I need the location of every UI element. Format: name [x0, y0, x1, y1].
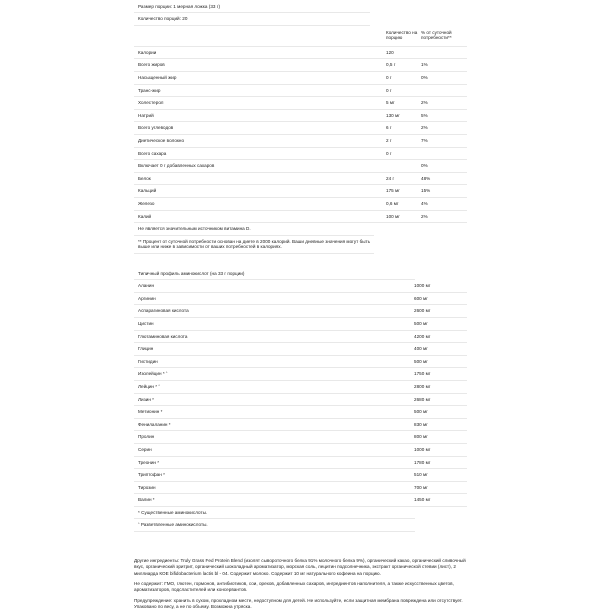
nutrient-label: Насыщенный жир — [138, 74, 177, 80]
amino-value: 500 мг — [414, 321, 428, 327]
amino-value: 510 мг — [414, 472, 428, 478]
amino-label: Серин — [138, 446, 152, 452]
amino-label: Валин * — [138, 497, 155, 503]
amino-value: 1000 мг — [414, 283, 431, 289]
amino-acid-table — [134, 280, 467, 507]
table-row — [134, 85, 467, 98]
nutrient-percent: 15% — [421, 188, 431, 194]
nutrient-label: Всего сахара — [138, 150, 167, 156]
amino-label: Тирозин — [138, 484, 156, 490]
other-ingredients-text: Другие ингредиенты: Truly Grass Fed Protein Blend (изолят сывороточного белка 91% молочного белка 9%), органический какао, органический сливочный вкус, органический эритрит, органический шоколадный ароматизатор, морская соль, лецитин подсолнечника, экстракт органической стевии (лист), 2 миллиарда КОЕ bifidobacterium lactis bl - 04. Содержит молоко. Содержит 10 мг натурального кофеина на порцию. — [134, 557, 466, 576]
nutrient-label: Железо — [138, 200, 155, 206]
amino-label: Глютаминовая кислота — [138, 333, 188, 339]
table-row — [134, 482, 467, 495]
table-row — [134, 394, 467, 407]
table-row — [134, 173, 467, 186]
nutrient-percent: 2% — [421, 213, 428, 219]
amino-label: Лизин * — [138, 396, 154, 402]
table-row — [134, 185, 467, 198]
amino-label: Треонин * — [138, 459, 160, 465]
other-ingredients-paragraph — [134, 558, 467, 577]
warning-text: Предупреждение: хранить в сухом, прохладном месте, недоступном для детей. Не используйте, если защитная мембрана повреждена или отсутствует. Упаковано по весу, а не по объему. Возможна утряска. — [134, 597, 463, 610]
nutrient-amount: 0 г — [386, 87, 392, 93]
nutrient-percent: 1% — [421, 62, 428, 68]
table-row — [134, 356, 467, 369]
daily-value-note-text: ** Процент от суточной потребности основан на диете в 2000 калорий. Ваши дневные значения могут быть выше или ниже в зависимости от ваших потребностей в калориях. — [138, 238, 371, 250]
percent-column-header: % от суточной потребности** — [421, 29, 452, 41]
supplement-facts-document — [134, 0, 467, 611]
amino-label: Пролин — [138, 434, 155, 440]
amino-value: 4200 мг — [414, 333, 431, 339]
table-row — [134, 457, 467, 470]
table-row — [134, 431, 467, 444]
nutrient-percent: 7% — [421, 137, 428, 143]
table-row — [134, 368, 467, 381]
amino-profile-title-row — [134, 268, 415, 280]
amino-label: Изолейцин * ˆ — [138, 371, 168, 377]
amount-column-header: Количество на порцию — [386, 29, 418, 41]
nutrient-label: Холестерол — [138, 100, 164, 106]
serving-size-row — [134, 1, 370, 13]
nutrient-percent: 48% — [421, 175, 431, 181]
amino-value: 1450 мг — [414, 497, 431, 503]
nutrient-amount: 6 г — [386, 125, 392, 131]
servings-per-container-row — [134, 13, 370, 25]
nutrient-amount: 175 мг — [386, 188, 400, 194]
amino-label: Лейцин * ˆ — [138, 384, 160, 390]
nutrient-amount: 0 г — [386, 150, 392, 156]
table-row — [134, 381, 467, 394]
table-row — [134, 211, 467, 224]
table-row — [134, 280, 467, 293]
table-row — [134, 110, 467, 123]
amino-value: 2600 мг — [414, 308, 431, 314]
table-row — [134, 331, 467, 344]
table-row — [134, 318, 467, 331]
nutrient-label: Всего углеводов — [138, 125, 174, 131]
nutrient-amount: 0,5 г — [386, 62, 396, 68]
amino-label: Глицин — [138, 346, 154, 352]
nutrition-table — [134, 47, 467, 223]
amino-label: Триптофан * — [138, 472, 165, 478]
nutrient-label: Белок — [138, 175, 151, 181]
amino-value: 1750 мг — [414, 371, 431, 377]
essential-amino-footnote-text: * Существенные аминокислоты. — [138, 509, 208, 515]
nutrient-label: Диетическое волокно — [138, 137, 185, 143]
vitamin-d-note-text: Не является значительным источником витамина D. — [138, 226, 251, 232]
amino-value: 600 мг — [414, 295, 428, 301]
amino-label: Гистидин — [138, 358, 158, 364]
nutrient-label: Калий — [138, 213, 152, 219]
amino-value: 2680 мг — [414, 396, 431, 402]
nutrient-amount: 0 г — [386, 74, 392, 80]
amino-label: Аргинин — [138, 295, 156, 301]
table-row — [134, 469, 467, 482]
table-row — [134, 59, 467, 72]
nutrient-amount: 0,6 мг — [386, 200, 399, 206]
amino-profile-title: Типичный профиль аминокислот (на 33 г порции) — [138, 270, 245, 276]
does-not-contain-paragraph — [134, 581, 467, 594]
does-not-contain-text: Не содержит: ГМО, глютен, гормонов, антибиотиков, сои, орехов, добавленных сахаров, ингредиентов наполнителя, а также искусственных цветов, ароматизаторов, подсластителей или консервантов. — [134, 580, 454, 593]
amino-label: Аланин — [138, 283, 155, 289]
amino-label: Метионин * — [138, 409, 163, 415]
nutrient-amount: 5 мг — [386, 100, 395, 106]
nutrient-amount: 120 — [386, 49, 394, 55]
table-row — [134, 148, 467, 161]
essential-amino-footnote — [134, 507, 415, 519]
nutrient-amount: 24 г — [386, 175, 395, 181]
table-row — [134, 406, 467, 419]
amino-value: 2800 мг — [414, 384, 431, 390]
amino-label: Аспарагиновая кислота — [138, 308, 189, 314]
nutrient-label: Транс-жир — [138, 87, 161, 93]
nutrient-label: Включает 0 г добавленных сахаров — [138, 163, 215, 169]
table-row — [134, 47, 467, 60]
amino-value: 400 мг — [414, 346, 428, 352]
nutrient-percent: 0% — [421, 74, 428, 80]
table-row — [134, 122, 467, 135]
table-row — [134, 97, 467, 110]
amino-value: 1000 мг — [414, 446, 431, 452]
table-row — [134, 419, 467, 432]
nutrient-percent: 5% — [421, 112, 428, 118]
table-row — [134, 494, 467, 507]
nutrient-percent: 0% — [421, 163, 428, 169]
amino-value: 1780 мг — [414, 459, 431, 465]
amino-value: 830 мг — [414, 421, 428, 427]
nutrient-label: Калории — [138, 49, 157, 55]
nutrient-percent: 2% — [421, 100, 428, 106]
amino-value: 500 мг — [414, 409, 428, 415]
vitamin-d-note — [134, 223, 374, 236]
serving-size-label: Размер порции: 1 мерная ложка (33 г) — [138, 4, 221, 9]
nutrient-amount: 130 мг — [386, 112, 400, 118]
table-row — [134, 343, 467, 356]
branched-amino-footnote-text: ˆ Разветвленные аминокислоты. — [138, 522, 208, 528]
amino-label: Фенилаланин * — [138, 421, 171, 427]
nutrient-percent: 4% — [421, 200, 428, 206]
amino-value: 700 мг — [414, 484, 428, 490]
nutrient-label: Натрий — [138, 112, 154, 118]
table-row — [134, 305, 467, 318]
nutrition-column-headers — [134, 26, 467, 47]
nutrient-amount: 100 мг — [386, 213, 400, 219]
nutrient-label: Всего жиров — [138, 62, 165, 68]
table-row — [134, 160, 467, 173]
branched-amino-footnote — [134, 519, 415, 531]
nutrient-percent: 2% — [421, 125, 428, 131]
table-row — [134, 72, 467, 85]
table-row — [134, 135, 467, 148]
table-row — [134, 293, 467, 306]
servings-count-label: Количество порций: 20 — [138, 16, 188, 22]
amino-value: 800 мг — [414, 434, 428, 440]
amino-label: Цистин — [138, 321, 154, 327]
table-row — [134, 444, 467, 457]
table-row — [134, 198, 467, 211]
nutrient-amount: 2 г — [386, 137, 392, 143]
nutrient-label: Кальций — [138, 188, 157, 194]
amino-value: 500 мг — [414, 358, 428, 364]
daily-value-note — [134, 236, 374, 254]
